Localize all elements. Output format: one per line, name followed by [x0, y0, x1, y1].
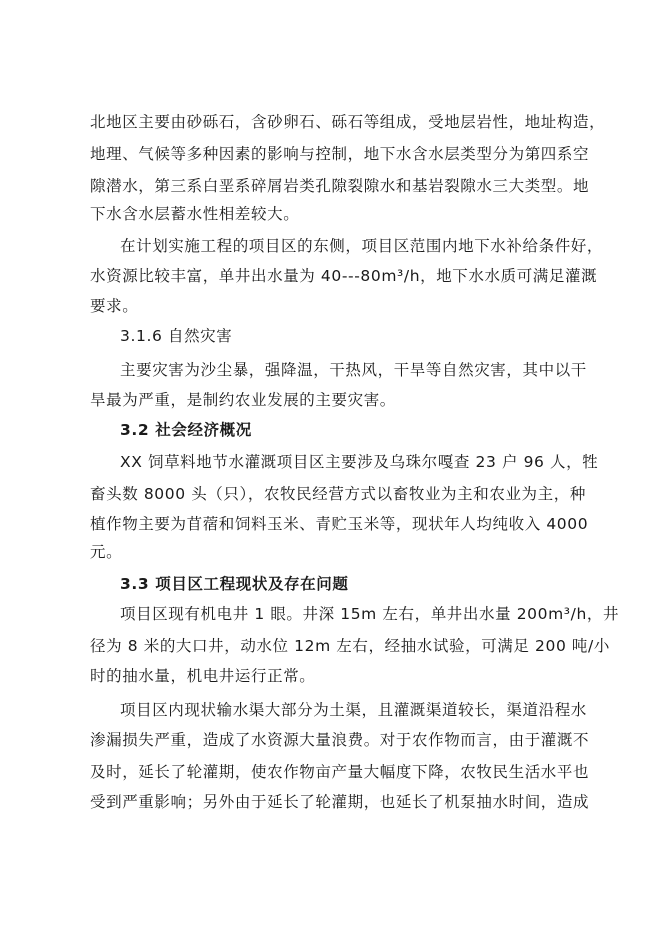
paragraph-line: 植作物主要为苜蓿和饲料玉米、青贮玉米等，现状年人均纯收入 4000 — [90, 515, 589, 533]
paragraph-line: 时的抽水量，机电井运行正常。 — [90, 667, 316, 685]
paragraph-line: 项目区内现状输水渠大部分为土渠，且灌溉渠道较长，渠道沿程水 — [120, 701, 587, 719]
paragraph-line: 项目区现有机电井 1 眼。井深 15m 左右，单井出水量 200m³/h，井 — [120, 605, 620, 623]
paragraph-line: 水资源比较丰富，单井出水量为 40---80m³/h，地下水水质可满足灌溉 — [90, 267, 598, 285]
paragraph-line: 北地区主要由砂砾石，含砂卵石、砾石等组成，受地层岩性，地址构造， — [90, 113, 606, 131]
paragraph-line: XX 饲草料地节水灌溉项目区主要涉及乌珠尔嘎查 23 户 96 人，牲 — [120, 453, 599, 471]
paragraph-line: 隙潜水，第三系白垩系碎屑岩类孔隙裂隙水和基岩裂隙水三大类型。地 — [90, 177, 590, 195]
paragraph-line: 畜头数 8000 头（只），农牧民经营方式以畜牧业为主和农业为主，种 — [90, 485, 586, 503]
paragraph-line: 及时，延长了轮灌期，使农作物亩产量大幅度下降，农牧民生活水平也 — [90, 763, 590, 781]
paragraph-line: 要求。 — [90, 297, 139, 315]
paragraph-line: 主要灾害为沙尘暴，强降温，干热风，干旱等自然灾害，其中以干 — [120, 361, 587, 379]
paragraph-line: 元。 — [90, 543, 123, 561]
section-heading-3-1-6: 3.1.6 自然灾害 — [120, 327, 233, 345]
section-heading-3-3: 3.3 项目区工程现状及存在问题 — [120, 575, 349, 593]
paragraph-line: 受到严重影响；另外由于延长了轮灌期，也延长了机泵抽水时间，造成 — [90, 793, 590, 811]
paragraph-line: 渗漏损失严重，造成了水资源大量浪费。对于农作物而言，由于灌溉不 — [90, 731, 590, 749]
section-heading-3-2: 3.2 社会经济概况 — [120, 421, 252, 439]
paragraph-line: 在计划实施工程的项目区的东侧，项目区范围内地下水补给条件好， — [120, 237, 604, 255]
paragraph-line: 下水含水层蓄水性相差较大。 — [90, 205, 300, 223]
paragraph-line: 旱最为严重，是制约农业发展的主要灾害。 — [90, 391, 396, 409]
paragraph-line: 地理、气候等多种因素的影响与控制，地下水含水层类型分为第四系空 — [90, 145, 590, 163]
paragraph-line: 径为 8 米的大口井，动水位 12m 左右，经抽水试验，可满足 200 吨/小 — [90, 637, 610, 655]
